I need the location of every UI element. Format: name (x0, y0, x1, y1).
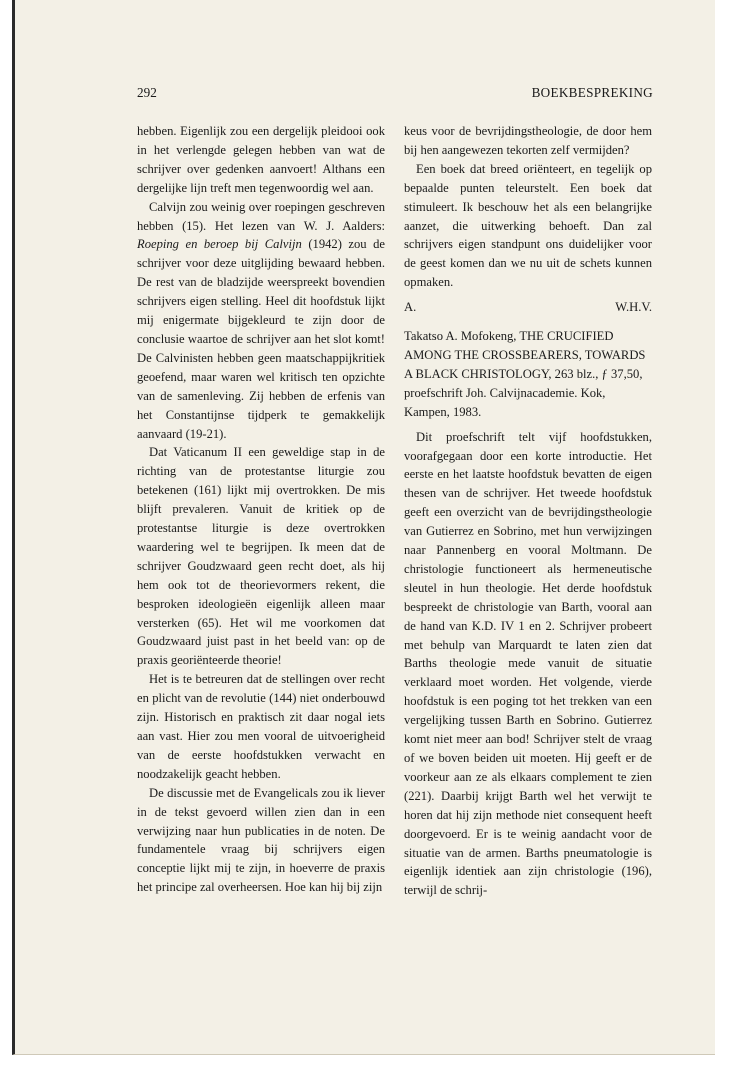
paragraph: keus voor de bevrijdingstheologie, de door hem bij hen aangewezen tekorten zelf vermijden? (404, 124, 652, 157)
running-head: BOEKBESPREKING (531, 85, 653, 100)
signature-author: W.H.V. (615, 300, 652, 315)
left-column (137, 122, 385, 897)
signature-initial: A. (404, 300, 417, 315)
paragraph-text: (1942) zou de schrijver voor deze uitglijding bewaard hebben. De rest van de bladzijde weerspreekt bovendien schrijvers eigen stelling. Heel dit hoofdstuk lijkt mij enigermate bijgekleurd te zijn door de conclusie waartoe de schrijver aan het slot komt! De Calvinisten hebben geen maatschappijkritiek geoefend, maar waren wel kritisch ten opzichte van de samenleving. Zij hebben de erfenis van het Constantijnse tijdperk te gemakkelijk aanvaard (19-21). (137, 237, 386, 441)
review-signature (404, 298, 652, 317)
paragraph-text: Calvijn zou weinig over roepingen geschreven hebben (15). Het lezen van W. J. Aalders: (137, 199, 385, 233)
paragraph: Dit proefschrift telt vijf hoofdstukken, voorafgegaan door een korte introductie. Het eerste en het laatste hoofdstuk bevatten de eigen thesen van de schrijver. Het tweede hoofdstuk geeft een overzicht van de bevrijdingstheologie van Gutierrez en Sobrino, met hun verwijzingen naar Pannenberg en vooral Moltmann. De christologie functioneert als hermeneutische sleutel in hun theologie. Het derde hoofdstuk bespreekt de christologie van Barth, vooral aan de hand van K.D. IV 1 en 2. Schrijver probeert met behulp van Marquardt te laten zien dat Barths theologie mede vanuit de situatie verklaard moet worden. Het volgende, vierde hoofdstuk is een poging tot het trekken van een vergelijking tussen Barth en Sobrino. Gutierrez komt niet meer aan bod! Schrijver stelt de vraag of we boven beiden uit moeten. Hij geeft er de voorkeur aan ze als elkaars complement te zien (221). Daarbij krijgt Barth wel het verwijt te horen dat hij zijn methode niet consequent heeft doorgevoerd. Er is te weinig aandacht voor de situatie van de armen. Barths pneumatologie is eigenlijk identiek aan zijn christologie (196), terwijl de schrij- (404, 429, 652, 898)
paragraph: De discussie met de Evangelicals zou ik liever in de tekst gevoerd willen zien dan in een verwijzing naar hun publicaties in de noten. De fundamentele vraag bij schrijvers eigen conceptie lijkt mij te zijn, in hoeverre de praxis het principe zal overheersen. Hoe kan hij bij zijn (137, 785, 385, 895)
right-column (404, 122, 652, 900)
scanned-page (12, 0, 715, 1055)
bibliographic-entry: Takatso A. Mofokeng, THE CRUCIFIED AMONG THE CROSSBEARERS, TOWARDS A BLACK CHRISTOLOGY, 263 blz., ƒ 37,50, proefschrift Joh. Calvijnacademie. Kok, Kampen, 1983. (404, 329, 646, 419)
paragraph: Het is te betreuren dat de stellingen over recht en plicht van de revolutie (144) niet onderbouwd zijn. Historisch en praktisch zit daar nogal iets aan vast. Hier zou men vooral de uitvoerigheid van de eerste hoofdstukken verwacht en noodzakelijk geacht hebben. (137, 672, 385, 781)
paragraph (137, 198, 385, 444)
paragraph: Een boek dat breed oriënteert, en tegelijk op bepaalde punten teleurstelt. Een boek dat stimuleert. Ik beschouw het als een belangrijke aanzet, die uitwerking behoeft. Dan zal schrijvers eigen standpunt ons duidelijker voor de geest komen dan we nu uit de schets kunnen opmaken. (404, 161, 652, 290)
page-number: 292 (137, 85, 157, 100)
book-title: Roeping en beroep bij Calvijn (137, 237, 302, 252)
paragraph: hebben. Eigenlijk zou een dergelijk pleidooi ook in het verlengde gelegen hebben van wat de schrijver over gedenken aanvoert! Althans een dergelijke lijn treft men tegenwoordig wel aan. (137, 124, 385, 195)
paragraph: Dat Vaticanum II een geweldige stap in de richting van de protestantse liturgie zou betekenen (161) lijkt mij overtrokken. De mis blijft prevaleren. Vanuit de kritiek op de protestantse liturgie is deze overtrokken waardering wel te begrijpen. Ik meen dat de schrijver Goudzwaard geen recht doet, als hij hem ook tot de theorievormers rekent, die besproken ideologieën eigenlijk alleen maar versterken (65). Het wil me voorkomen dat Goudzwaard juist past in het beeld van: op de praxis georiënteerde theorie! (137, 445, 385, 668)
